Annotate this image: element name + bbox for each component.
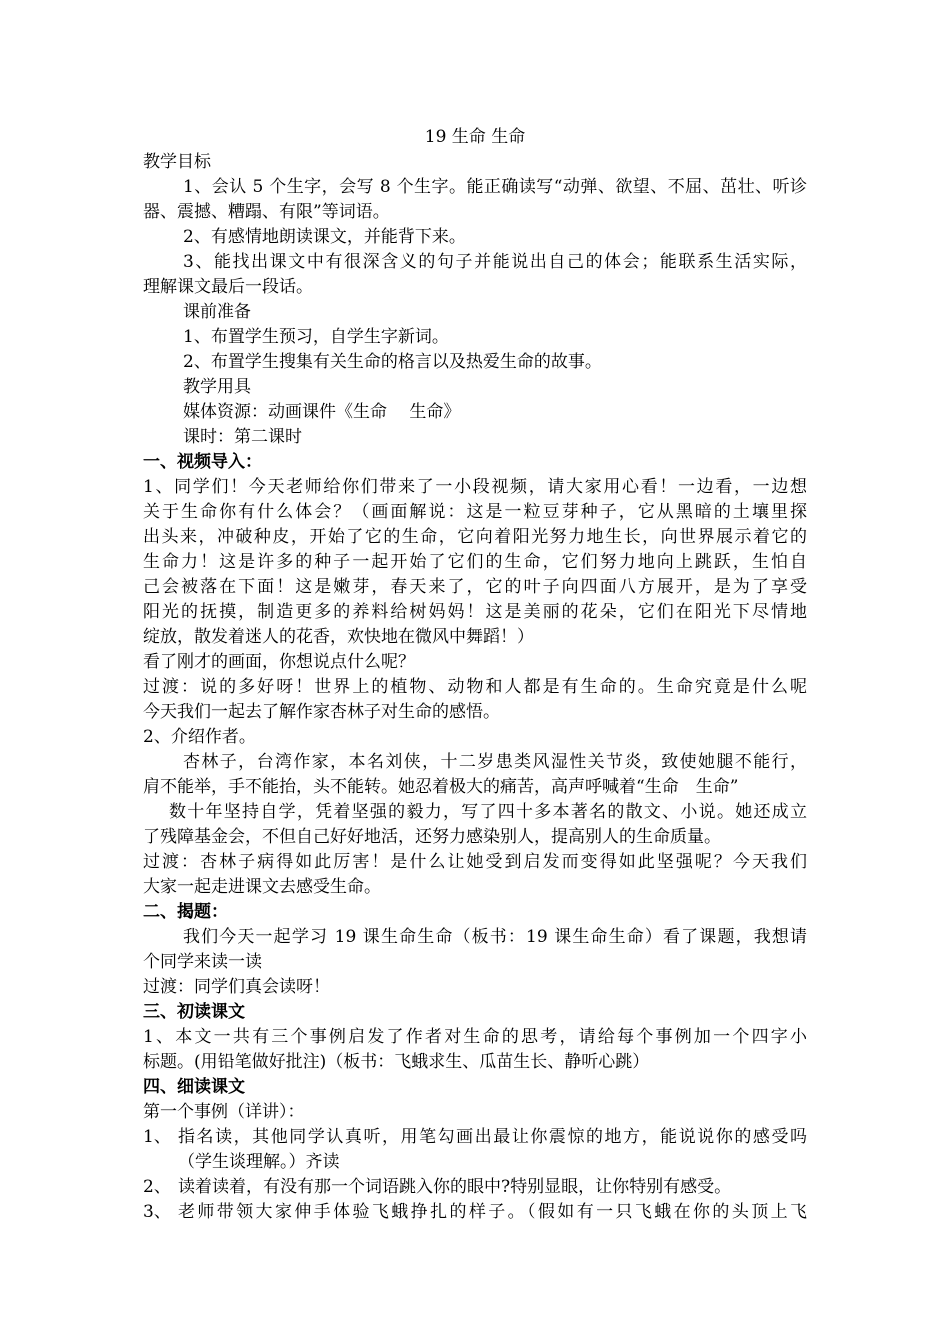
section-3-heading: 三、初读课文 <box>143 1002 245 1022</box>
tools-heading: 教学用具 <box>183 377 251 397</box>
list-item-1-line-2: （学生谈理解。）齐读 <box>178 1152 340 1172</box>
section-1-para-1-line-7: 绽放，散发着迷人的花香，欢快地在微风中舞蹈！） <box>143 627 534 647</box>
section-1-para-5-line-4: 了残障基金会，不但自己好好地活，还努力感染别人，提高别人的生命质量。 <box>143 827 721 847</box>
section-1-para-5-line-1: 杏林子，台湾作家，本名刘侠，十二岁患类风湿性关节炎，致使她腿不能行， <box>183 752 807 772</box>
section-2-para-2: 过渡：同学们真会读呀！ <box>143 977 330 997</box>
section-1-para-1-line-6: 阳光的抚摸，制造更多的养料给树妈妈！这是美丽的花朵，它们在阳光下尽情地 <box>143 602 807 622</box>
section-1-para-3-line-1: 过渡：说的多好呀！世界上的植物、动物和人都是有生命的。生命究竟是什么呢 <box>143 677 807 697</box>
list-item-3-line-1: 老师带领大家伸手体验飞蛾挣扎的样子。（假如有一只飞蛾在你的头顶上飞 <box>178 1202 807 1222</box>
objective-3-line-1: 3、能找出课文中有很深含义的句子并能说出自己的体会；能联系生活实际， <box>183 252 807 272</box>
section-2-para-1-line-1: 我们今天一起学习 19 课生命生命（板书：19 课生命生命）看了课题，我想请 <box>183 927 807 947</box>
section-1-para-1-line-3: 出头来，冲破种皮，开始了它的生命，它向着阳光努力地生长，向世界展示着它的 <box>143 527 807 547</box>
section-1-heading: 一、视频导入： <box>143 452 262 472</box>
section-3-para-1-line-1: 1、本文一共有三个事例启发了作者对生命的思考，请给每个事例加一个四字小 <box>143 1027 807 1047</box>
section-4-heading: 四、细读课文 <box>143 1077 245 1097</box>
section-1-para-6-line-2: 大家一起走进课文去感受生命。 <box>143 877 381 897</box>
prep-heading: 课前准备 <box>183 302 251 322</box>
doc-title: 19 生命 生命 <box>424 127 526 147</box>
prep-item-1: 1、布置学生预习，自学生字新词。 <box>183 327 449 347</box>
section-3-para-1-line-2: 标题。(用铅笔做好批注)（板书：飞蛾求生、瓜苗生长、静听心跳） <box>143 1052 650 1072</box>
section-4-para-1: 第一个事例（详讲）： <box>143 1102 305 1122</box>
list-item-1-line-1: 指名读，其他同学认真听，用笔勾画出最让你震惊的地方，能说说你的感受吗 <box>178 1127 807 1147</box>
media-resource: 媒体资源：动画课件《生命 生命》 <box>183 402 461 422</box>
objectives-heading: 教学目标 <box>143 152 211 172</box>
list-number-3: 3、 <box>143 1202 171 1222</box>
section-1-para-2: 看了刚才的画面，你想说点什么呢？ <box>143 652 415 672</box>
section-1-para-5-line-2: 肩不能举，手不能抬，头不能转。她忍着极大的痛苦，高声呼喊着“生命 生命” <box>143 777 739 797</box>
section-1-para-3-line-2: 今天我们一起去了解作家杏林子对生命的感悟。 <box>143 702 500 722</box>
prep-item-2: 2、布置学生搜集有关生命的格言以及热爱生命的故事。 <box>183 352 602 372</box>
section-1-para-4: 2、介绍作者。 <box>143 727 256 747</box>
section-2-heading: 二、揭题： <box>143 902 228 922</box>
section-1-para-5-line-3: 数十年坚持自学，凭着坚强的毅力，写了四十多本著名的散文、小说。她还成立 <box>169 802 807 822</box>
section-1-para-1-line-5: 己会被落在下面！这是嫩芽，春天来了，它的叶子向四面八方展开，是为了享受 <box>143 577 807 597</box>
list-item-2-line-1: 读着读着，有没有那一个词语跳入你的眼中?特别显眼，让你特别有感受。 <box>178 1177 732 1197</box>
list-number-2: 2、 <box>143 1177 171 1197</box>
objective-1-line-2: 器、震撼、糟蹋、有限”等词语。 <box>143 202 390 222</box>
section-1-para-1-line-2: 关于生命你有什么体会？（画面解说：这是一粒豆芽种子，它从黑暗的土壤里探 <box>143 502 807 522</box>
objective-3-line-2: 理解课文最后一段话。 <box>143 277 313 297</box>
list-number-1: 1、 <box>143 1127 171 1147</box>
section-1-para-1-line-1: 1、同学们！今天老师给你们带来了一小段视频，请大家用心看！一边看，一边想 <box>143 477 807 497</box>
class-period: 课时：第二课时 <box>183 427 302 447</box>
objective-1-line-1: 1、会认 5 个生字，会写 8 个生字。能正确读写“动弹、欲望、不屈、茁壮、听诊 <box>183 177 807 197</box>
section-1-para-6-line-1: 过渡：杏林子病得如此厉害！是什么让她受到启发而变得如此坚强呢？今天我们 <box>143 852 807 872</box>
section-1-para-1-line-4: 生命力！这是许多的种子一起开始了它们的生命，它们努力地向上跳跃，生怕自 <box>143 552 807 572</box>
section-2-para-1-line-2: 个同学来读一读 <box>143 952 262 972</box>
objective-2: 2、有感情地朗读课文，并能背下来。 <box>183 227 466 247</box>
